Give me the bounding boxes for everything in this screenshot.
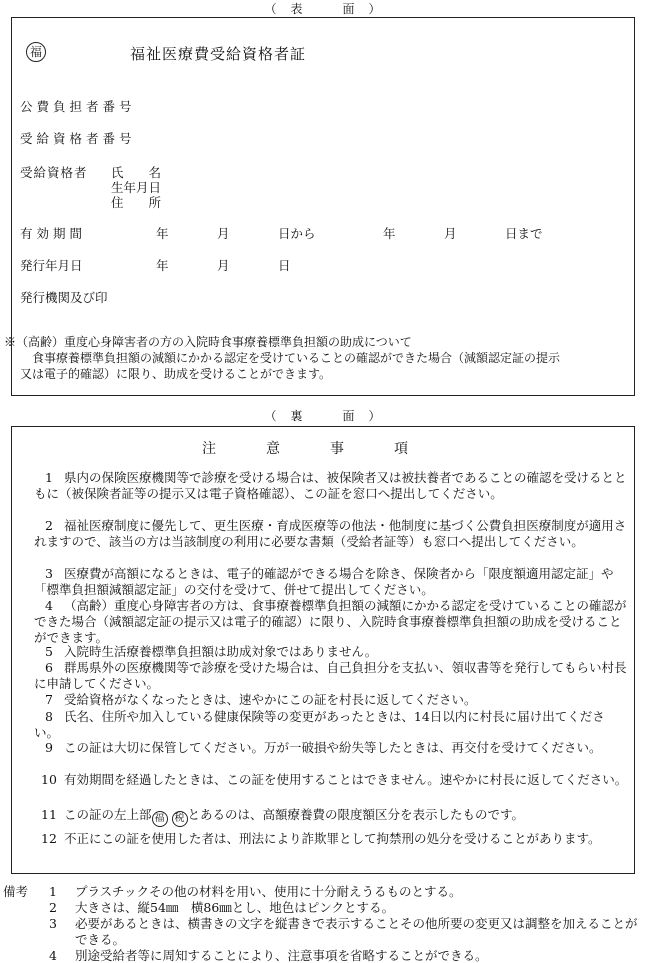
note-item: 6 群馬県外の医療機関等で診療を受けた場合は、自己負担分を支払い、領収書等を発行してもらい村長に申請してください。: [34, 660, 627, 691]
footnote-line-3: 又は電子的確認）に限り、助成を受けることができます。: [20, 367, 332, 381]
public-number-label: 公費負担者番号: [20, 99, 136, 114]
validity-month2: 月: [444, 226, 457, 241]
issue-year: 年: [156, 258, 169, 273]
address-label: 住 所: [111, 195, 162, 210]
remark-num: 1: [49, 884, 57, 899]
issuer-label: 発行機関及び印: [20, 290, 108, 305]
remark-num: 4: [49, 948, 57, 963]
issue-month: 月: [217, 258, 230, 273]
issue-day: 日: [278, 258, 291, 273]
certificate-title: 福祉医療費受給資格者証: [130, 45, 307, 63]
front-certificate-box: [4, 17, 635, 396]
validity-from: 日から: [278, 226, 316, 241]
note-item: 9 この証は大切に保管してください。万が一破損や紛失等したときは、再交付を受けてください。: [45, 740, 602, 755]
note-item: 12 不正にこの証を使用した者は、刑法により詐欺罪として拘禁刑の処分を受けることがあります。: [41, 831, 601, 846]
validity-year1: 年: [156, 226, 169, 241]
fukushi-small-badge-icon: 福: [152, 811, 168, 827]
notes-title: 注 意 事 項: [202, 441, 410, 457]
note-item: 3 医療費が高額になるときは、電子的確認ができる場合を除き、保険者から「限度額適用認定証」や「標準負担額減額認定証」の交付を受けて、併せて提出してください。: [34, 566, 614, 597]
fukushi-badge-icon: 福: [26, 42, 46, 62]
back-side-header: （ 裏 面 ）: [264, 409, 382, 423]
remarks-section: [3, 884, 643, 963]
remarks-label: 備考: [3, 884, 29, 899]
remark-text: プラスチックその他の材料を用い、使用に十分耐えうるものとする。: [75, 884, 462, 899]
note-item: 1 県内の保険医療機関等で診療を受ける場合は、被保険者又は被扶養者であることの確認を受けるとともに（被保険者証等の提示又は電子資格確認）、この証を窓口へ提出してください。: [34, 470, 627, 501]
footnote-line-1: ※（高齢）重度心身障害者の方の入院時食事療養標準負担額の助成について: [4, 335, 412, 349]
remark-text: 必要があるときは、横書きの文字を縦書きで表示することその他所要の変更又は調整を加えることができる。: [75, 916, 638, 947]
issue-date-label: 発行年月日: [20, 258, 83, 273]
footnote-line-2: 食事療養標準負担額の減額にかかる認定を受けていることの確認ができた場合（減額認定証の提示: [32, 351, 561, 365]
note-item: 2 福祉医療制度に優先して、更生医療・育成医療等の他法・他制度に基づく公費負担医療制度が適用されますので、該当の方は当該制度の利用に必要な書類（受給者証等）も窓口へ提出してください。: [34, 518, 627, 549]
note-item: 4 （高齢）重度心身障害者の方は、食事療養標準負担額の減額にかかる認定を受けていることの確認ができた場合（減額認定証の提示又は電子的確認）に限り、入院時食事療養標準負担額の助成を受けることができます。: [34, 598, 627, 645]
remark-text: 別途受給者等に周知することにより、注意事項を省略することができる。: [75, 948, 488, 963]
note-item: 11 この証の左上部 福 税 とあるのは、高額療養費の限度額区分を表示したものです。: [34, 807, 629, 827]
validity-label: 有効期間: [20, 226, 87, 241]
remark-num: 2: [49, 900, 57, 915]
note-item: 7 受給資格がなくなったときは、速やかにこの証を村長に返してください。: [45, 692, 477, 707]
back-notes-box: [11, 426, 635, 874]
name-label: 氏 名: [111, 165, 162, 180]
note-item: 8 氏名、住所や加入している健康保険等の変更があったときは、14日以内に村長に届け出てください。: [34, 709, 605, 740]
validity-month1: 月: [217, 226, 230, 241]
recipient-label: 受給資格者: [20, 165, 88, 180]
validity-year2: 年: [383, 226, 396, 241]
tax-small-badge-icon: 税: [172, 811, 188, 827]
dob-label: 生年月日: [111, 180, 162, 195]
front-side-header: （ 表 面 ）: [264, 2, 382, 16]
remark-num: 3: [49, 916, 57, 931]
validity-to: 日まで: [505, 226, 543, 241]
note-item: 10 有効期間を経過したときは、この証を使用することはできません。速やかに村長に返してください。: [41, 772, 628, 787]
remark-text: 大きさは、縦54㎜ 横86㎜とし、地色はピンクとする。: [75, 900, 395, 915]
note-item: 5 入院時生活療養標準負担額は助成対象ではありません。: [45, 644, 378, 659]
recipient-number-label: 受給資格者番号: [20, 131, 136, 146]
